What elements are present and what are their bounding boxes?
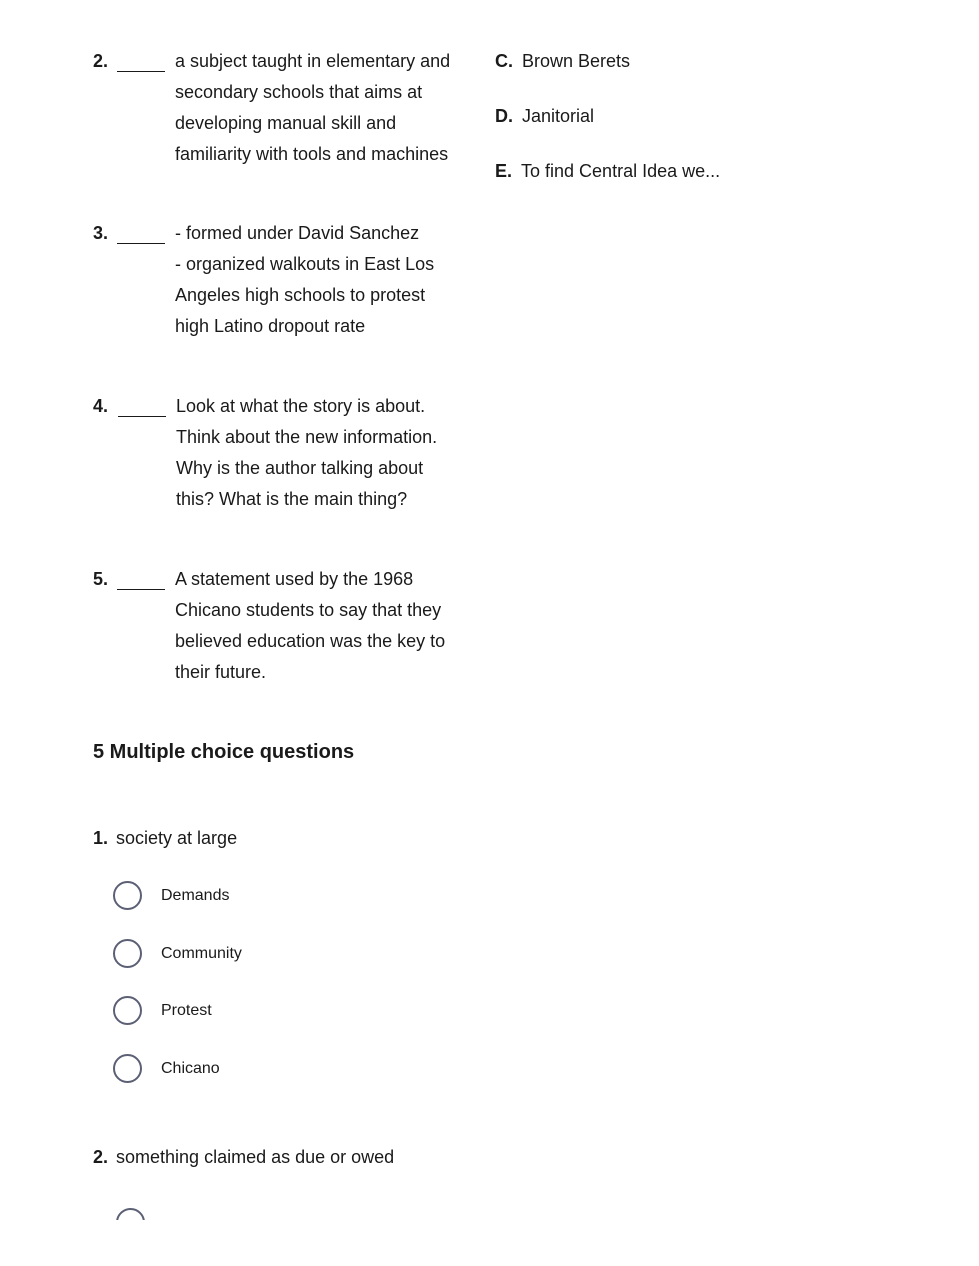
description-line: Think about the new information. (176, 427, 438, 447)
option-text: To find Central Idea we... (521, 161, 721, 181)
matching-number: 2. (93, 51, 109, 71)
matching-number: 5. (93, 569, 109, 589)
description-line: - organized walkouts in East Los (175, 254, 435, 274)
description-line: A statement used by the 1968 (175, 569, 414, 589)
answer-choice[interactable] (116, 1208, 145, 1220)
description-line: developing manual skill and (175, 113, 397, 133)
option-letter: C. (495, 51, 513, 71)
answer-blank[interactable] (117, 71, 165, 72)
choice-label: Community (161, 945, 242, 962)
matching-description (175, 564, 485, 688)
choice-label: Protest (161, 1002, 212, 1019)
answer-choice[interactable] (113, 881, 413, 911)
option-letter: D. (495, 106, 513, 126)
description-line: this? What is the main thing? (176, 489, 408, 509)
description-line: secondary schools that aims at (175, 82, 423, 102)
question-number: 1. (93, 828, 109, 848)
radio-button[interactable] (113, 1054, 142, 1083)
description-line: Chicano students to say that they (175, 600, 442, 620)
radio-button[interactable] (113, 996, 142, 1025)
question-prompt (93, 1145, 394, 1169)
matching-option (495, 159, 720, 183)
answer-blank[interactable] (117, 589, 165, 590)
choice-label: Chicano (161, 1060, 220, 1077)
description-line: Why is the author talking about (176, 458, 424, 478)
question-text: something claimed as due or owed (116, 1147, 395, 1167)
description-line: - formed under David Sanchez (175, 223, 420, 243)
description-line: high Latino dropout rate (175, 316, 366, 336)
question-number: 2. (93, 1147, 109, 1167)
description-line: a subject taught in elementary and (175, 51, 451, 71)
description-line: Angeles high schools to protest (175, 285, 426, 305)
description-line: their future. (175, 662, 267, 682)
matching-option (495, 49, 630, 73)
radio-button[interactable] (113, 881, 142, 910)
answer-choice[interactable] (113, 996, 413, 1026)
option-text: Brown Berets (522, 51, 631, 71)
description-line: believed education was the key to (175, 631, 446, 651)
answer-blank[interactable] (118, 416, 166, 417)
question-text: society at large (116, 828, 238, 848)
option-text: Janitorial (522, 106, 595, 126)
matching-number: 3. (93, 223, 109, 243)
matching-number: 4. (93, 396, 109, 416)
answer-choice[interactable] (113, 939, 413, 969)
radio-button[interactable] (113, 939, 142, 968)
question-prompt (93, 826, 237, 850)
option-letter: E. (495, 161, 513, 181)
section-heading: 5 Multiple choice questions (93, 741, 355, 763)
matching-description (175, 46, 485, 170)
description-line: familiarity with tools and machines (175, 144, 449, 164)
answer-choice[interactable] (113, 1054, 413, 1084)
description-line: Look at what the story is about. (176, 396, 426, 416)
matching-description (175, 218, 485, 342)
choice-label: Demands (161, 887, 230, 904)
answer-blank[interactable] (117, 243, 165, 244)
matching-option (495, 104, 594, 128)
matching-description (176, 391, 486, 515)
radio-button[interactable] (116, 1208, 145, 1220)
